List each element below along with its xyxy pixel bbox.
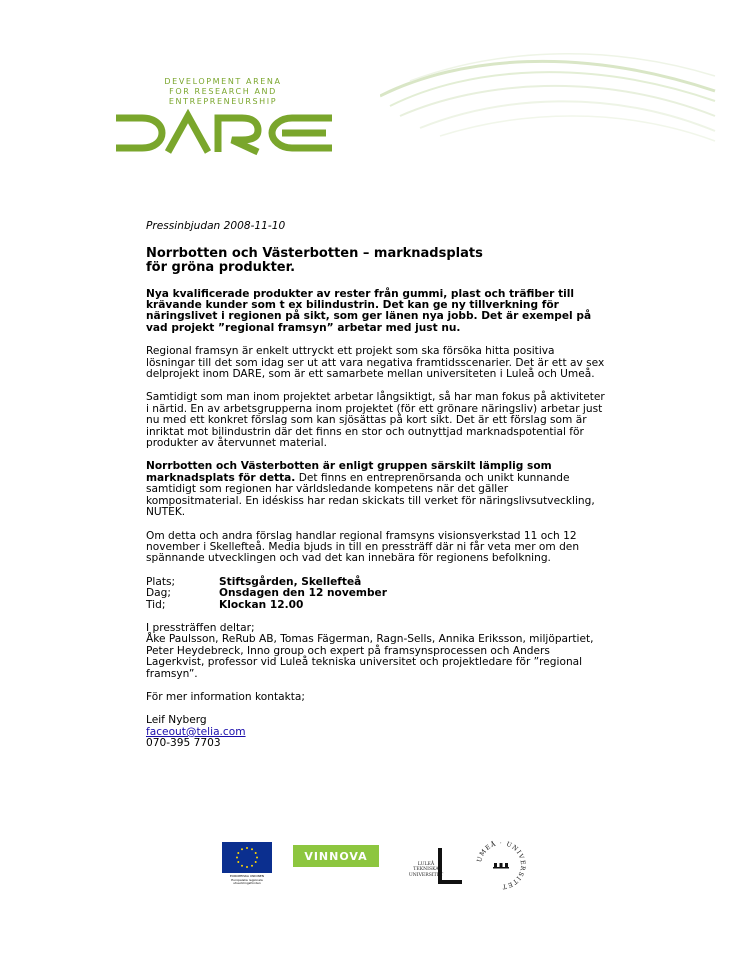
- lulea-l-icon: [430, 846, 464, 886]
- eu-logo: [222, 842, 272, 886]
- contact-block: [146, 715, 606, 749]
- day-value: Onsdagen den 12 november: [219, 587, 387, 600]
- eu-flag-icon: [222, 842, 272, 873]
- eu-caption: [222, 875, 272, 886]
- tagline-line2: FOR RESEARCH AND ENTREPRENEURSHIP: [168, 87, 278, 106]
- participants-list: Åke Paulsson, ReRub AB, Tomas Fägerman, Ragn-Sells, Annika Eriksson, miljöpartiet, Peter Heydebreck, Inno group och expert på framsynsprocessen och Anders Lagerkvist, professor vid Luleå tekniska universitet och projektledare för ”regional framsyn”.: [146, 633, 594, 680]
- time-value: Klockan 12.00: [219, 598, 304, 611]
- contact-email-link[interactable]: faceout@telia.com: [146, 725, 246, 738]
- lulea-line3: UNIVERSITET: [408, 872, 444, 878]
- eu-caption-line3: utvecklingsfonden: [233, 881, 261, 886]
- paragraph-2: Samtidigt som man inom projektet arbetar långsiktigt, så har man fokus på aktiviteter i närtid. En av arbetsgrupperna inom projektet (för ett grönare näringsliv) arbetar just nu med ett konkret förslag som kan sjösättas på kort sikt. Det är ett förslag som är inriktat mot bilindustrin där det finns en stor och outnyttjad marknadspotential för produkter av återvunnet material.: [146, 391, 605, 450]
- vinnova-logo: VINNOVA: [293, 845, 379, 867]
- lulea-line1: LULEÅ: [417, 862, 435, 867]
- lead-paragraph: Nya kvalificerade produkter av rester från gummi, plast och träfiber till krävande kunder som t ex bilindustrin. Det kan ge ny tillverkning för näringslivet i regionen på sikt, som ger länen nya jobb. Det är exempel på vad projekt ”regional framsyn” arbetar med just nu.: [146, 287, 592, 334]
- paragraph-3-rest: Det finns en entreprenörsanda och unikt kunnande samtidigt som regionen har världsledande kompetens när det gäller kompositmaterial. En idéskiss har redan skickats till verket för näringslivsutveckling, NUTEK.: [146, 471, 595, 519]
- place-label: Plats;: [146, 575, 176, 588]
- dare-logo: [112, 108, 338, 158]
- paragraph-1: Regional framsyn är enkelt uttryckt ett projekt som ska försöka hitta positiva lösningar till det som idag ser ut att vara negativa framtidsscenarier. Det är ett av sex delprojekt inom DARE, som är ett samarbete mellan universiteten i Luleå och Umeå.: [146, 345, 605, 381]
- participants-block: [146, 623, 606, 680]
- paragraph-3: [146, 461, 606, 518]
- paragraph-3-bold: Norrbotten och Västerbotten är enligt gruppen särskilt lämplig som marknadsplats för detta.: [146, 460, 552, 484]
- umea-crowns-icon: [493, 863, 509, 869]
- umea-university-seal: [474, 838, 528, 892]
- participants-intro: I pressträffen deltar;: [146, 621, 255, 634]
- event-time-row: [146, 600, 606, 611]
- eu-caption-line1: EUROPEISKA UNIONEN: [229, 874, 265, 878]
- lulea-line2: TEKNISKA: [413, 867, 439, 873]
- paragraph-4: Om detta och andra förslag handlar regional framsyns visionsverkstad 11 och 12 november i Skellefteå. Media bjuds in till en pressträff där ni får veta mer om den spännande utvecklingen och vad det kan innebära för regionens befolkning.: [146, 529, 580, 565]
- place-value: Stiftsgården, Skellefteå: [219, 575, 362, 588]
- headline-line2: för gröna produkter.: [146, 260, 296, 275]
- more-info: För mer information kontakta;: [146, 690, 305, 703]
- umea-seal-text: UMEÅ · UNIVERSITET: [476, 839, 527, 891]
- event-day-row: [146, 588, 606, 599]
- headline: [146, 247, 606, 274]
- tagline-line1: DEVELOPMENT ARENA: [164, 77, 282, 86]
- decorative-swoosh: [380, 36, 720, 146]
- contact-name: Leif Nyberg: [146, 714, 207, 727]
- dare-tagline: [113, 77, 333, 107]
- day-label: Dag;: [146, 587, 171, 600]
- headline-line1: Norrbotten och Västerbotten – marknadsplats: [146, 246, 483, 262]
- time-label: Tid;: [146, 598, 166, 611]
- press-date: Pressinbjudan 2008-11-10: [146, 220, 286, 232]
- lulea-logo: [404, 846, 464, 886]
- document-body: [146, 221, 606, 750]
- event-details: [146, 577, 606, 611]
- eu-caption-line2: Europeiska regionala: [231, 877, 263, 882]
- contact-phone: 070-395 7703: [146, 737, 221, 750]
